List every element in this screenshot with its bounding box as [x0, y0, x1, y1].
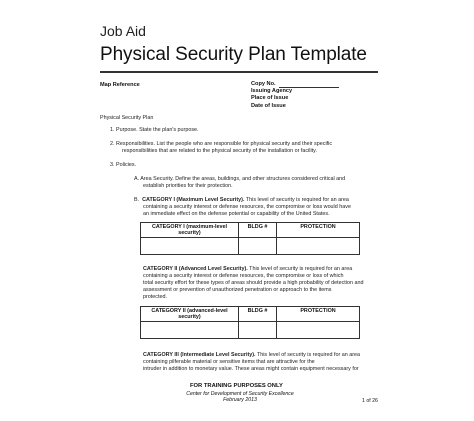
category2-line3: total security effort for these types of areas should provide a high probability of detection and — [143, 280, 364, 286]
column-header: CATEGORY I (maximum-level security) — [141, 223, 239, 238]
table-row — [141, 238, 360, 255]
date-of-issue-label: Date of Issue — [251, 102, 286, 109]
table-header-row — [141, 307, 360, 322]
area-security-line1: A. Area Security. Define the areas, buildings, and other structures considered critical and — [134, 176, 346, 182]
category3-line3: intruder in addition to monetary value. These areas might contain equipment necessary for — [143, 366, 359, 372]
table-cell[interactable] — [141, 238, 239, 255]
item-responsibilities-line2: responsibilities that are related to the physical security of the installation or facility. — [122, 148, 317, 154]
category3-line2: containing pilferable material or sensitive items that are attractive for the — [143, 359, 315, 365]
area-security-line2: establish priorities for their protection. — [143, 183, 233, 189]
category1-line3: an immediate effect on the defense potential or capability of the United States. — [143, 211, 330, 217]
issuing-agency-row — [251, 88, 339, 95]
category2-text: This level of security is required for an area — [247, 266, 353, 272]
column-header: PROTECTION — [277, 307, 360, 322]
category1-table — [140, 222, 360, 255]
job-aid-label: Job Aid — [100, 23, 146, 39]
item-responsibilities-line1: 2. Responsibilities. List the people who are responsible for physical security and their specific — [110, 141, 333, 147]
training-notice: FOR TRAINING PURPOSES ONLY — [190, 383, 283, 389]
category2-table — [140, 306, 360, 339]
item-purpose: 1. Purpose. State the plan's purpose. — [110, 127, 199, 133]
column-header: PROTECTION — [277, 223, 360, 238]
category3-text: This level of security is required for an area — [255, 352, 361, 358]
column-header: BLDG # — [239, 223, 277, 238]
copy-no-label: Copy No. — [251, 81, 276, 87]
footer-center-line1: Center for Development of Security Excellence — [186, 391, 294, 397]
footer-center — [180, 391, 300, 403]
table-cell[interactable] — [277, 238, 360, 255]
place-of-issue-row — [251, 95, 339, 102]
category2-heading: CATEGORY II (Advanced Level Security). — [143, 266, 248, 272]
page-number: 1 of 26 — [362, 398, 378, 404]
title-divider — [100, 71, 378, 73]
issuing-agency-label: Issuing Agency — [251, 88, 293, 95]
category1-marker: B. — [134, 197, 140, 203]
date-of-issue-row — [251, 103, 339, 110]
footer-center-line2: February 2013 — [223, 397, 257, 404]
item-policies: 3. Policies. — [110, 162, 137, 168]
column-header: CATEGORY II (advanced-level security) — [141, 307, 239, 322]
place-of-issue-label: Place of Issue — [251, 95, 289, 102]
category3-heading: CATEGORY III (Intermediate Level Security). — [143, 352, 256, 358]
category1-heading: CATEGORY I (Maximum Level Security). — [142, 197, 245, 203]
map-reference-label: Map Reference — [100, 82, 140, 88]
category3-line1 — [143, 352, 360, 359]
table-row — [141, 322, 360, 339]
table-cell[interactable] — [239, 238, 277, 255]
page-title: Physical Security Plan Template — [100, 44, 367, 65]
category2-line1 — [143, 266, 352, 273]
table-cell[interactable] — [277, 322, 360, 339]
copy-no-row — [251, 81, 339, 88]
table-cell[interactable] — [239, 322, 277, 339]
category2-line2: containing a security interest or defense resources, the compromise or loss of which — [143, 273, 344, 279]
category1-text: This level of security is required for an area — [244, 197, 349, 203]
category1-line2: containing a security interest or defense resources, the compromise or loss would have — [143, 204, 351, 210]
table-header-row — [141, 223, 360, 238]
category2-line4: assessment or prevention of unauthorized penetration or approach to the items — [143, 287, 332, 293]
column-header: BLDG # — [239, 307, 277, 322]
table-cell[interactable] — [141, 322, 239, 339]
category1-line1 — [134, 197, 349, 204]
category2-line5: protected. — [143, 294, 167, 300]
section-title: Physical Security Plan — [100, 115, 154, 121]
issue-metadata — [251, 81, 339, 110]
